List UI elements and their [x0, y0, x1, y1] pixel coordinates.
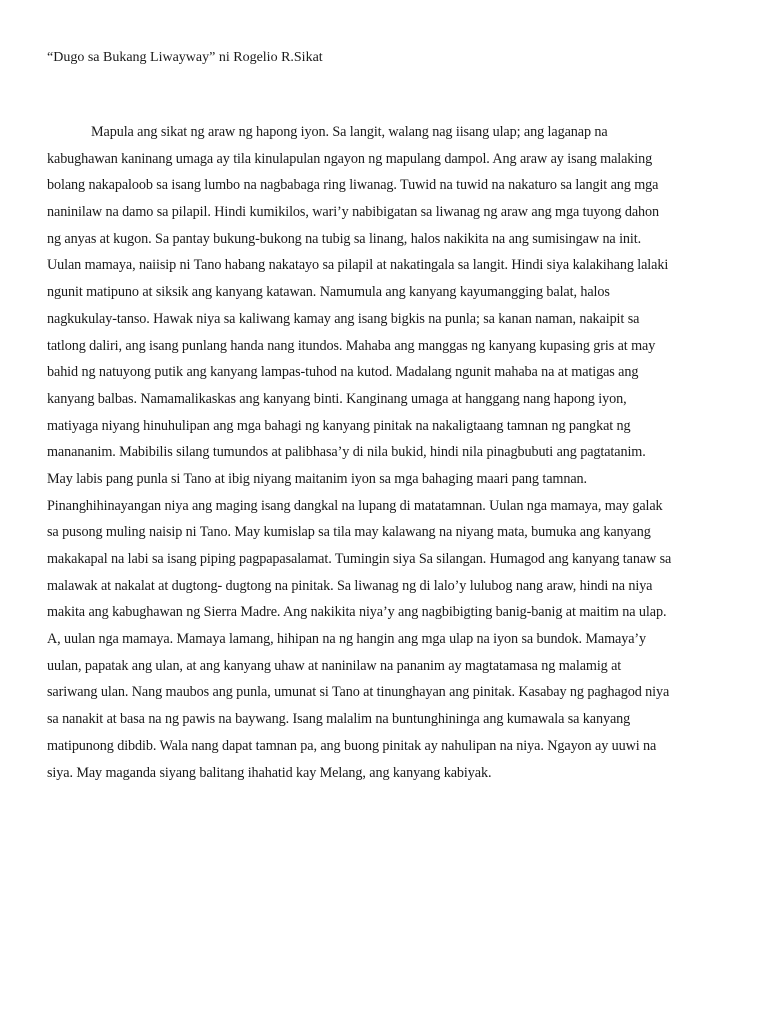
body-line: ngunit matipuno at siksik ang kanyang katawan. Namumula ang kanyang kayumangging balat, halos: [47, 284, 610, 301]
body-line: Pinanghihinayangan niya ang maging isang dangkal na lupang di matatamnan. Uulan nga mamaya, may galak: [47, 497, 663, 514]
body-line: siya. May maganda siyang balitang ihahatid kay Melang, ang kanyang kabiyak.: [47, 764, 492, 781]
body-line: Mapula ang sikat ng araw ng hapong iyon. Sa langit, walang nag iisang ulap; ang laganap na: [91, 124, 608, 140]
body-line: nagkukulay-tanso. Hawak niya sa kaliwang kamay ang isang bigkis na punla; sa kanan naman, nakaipit sa: [47, 310, 640, 327]
body-line: ng anyas at kugon. Sa pantay bukung-bukong na tubig sa linang, halos nakikita na ang sumisingaw na init.: [47, 230, 642, 247]
body-line: makita ang kabughawan ng Sierra Madre. Ang nakikita niya’y ang nagbibigting banig-banig at maitim na ulap.: [47, 604, 667, 621]
body-line: kabughawan kaninang umaga ay tila kinulapulan ngayon ng mapulang dampol. Ang araw ay isang malaking: [47, 150, 653, 167]
body-line: kanyang balbas. Namamalikaskas ang kanyang binti. Kanginang umaga at hanggang nang hapong iyon,: [47, 390, 627, 407]
document-body: [47, 119, 747, 786]
body-line: bolang nakapaloob sa isang lumbo na nagbabaga ring liwanag. Tuwid na tuwid na nakaturo sa langit ang mga: [47, 177, 659, 194]
body-line: matiyaga niyang hinuhulipan ang mga bahagi ng kanyang pinitak na nakaligtaang tamnan ng pangkat ng: [47, 417, 631, 434]
document-title: “Dugo sa Bukang Liwayway” ni Rogelio R.Sikat: [47, 50, 323, 65]
body-line: uulan, papatak ang ulan, at ang kanyang uhaw at naninilaw na pananim ay magtatamasa ng malamig at: [47, 657, 622, 674]
body-line: manananim. Mabibilis silang tumundos at palibhasa’y di nila bukid, hindi nila pinagbubuti ang pagtatanim.: [47, 444, 646, 461]
body-line: bahid ng natuyong putik ang kanyang lampas-tuhod na kutod. Madalang ngunit mahaba na at matigas ang: [47, 364, 639, 381]
body-line: matipunong dibdib. Wala nang dapat tamnan pa, ang buong pinitak ay nahulipan na niya. Ngayon ay uuwi na: [47, 737, 657, 754]
body-line: sa pusong muling naisip ni Tano. May kumislap sa tila may kalawang na niyang mata, bumuka ang kanyang: [47, 524, 651, 541]
body-line: May labis pang punla si Tano at ibig niyang maitanim iyon sa mga bahaging maari pang tamnan.: [47, 470, 587, 487]
body-line: makakapal na labi sa isang piping pagpapasalamat. Tumingin siya Sa silangan. Humagod ang kanyang tanaw sa: [47, 551, 672, 567]
body-line: naninilaw na damo sa pilapil. Hindi kumikilos, wari’y nabibigatan sa liwanag ng araw ang mga tuyong dahon: [47, 204, 660, 221]
body-line: Uulan mamaya, naiisip ni Tano habang nakatayo sa pilapil at nakatingala sa langit. Hindi siya kalakihang lalaki: [47, 257, 669, 274]
body-line: sariwang ulan. Nang maubos ang punla, umunat si Tano at tinunghayan ang pinitak. Kasabay ng paghagod niya: [47, 684, 670, 701]
body-line: malawak at nakalat at dugtong- dugtong na pinitak. Sa liwanag ng di lalo’y lulubog nang araw, hindi na niya: [47, 577, 653, 594]
body-line: sa nanakit at basa na ng pawis na baywang. Isang malalim na buntunghininga ang kumawala sa kanyang: [47, 711, 631, 728]
body-line: tatlong daliri, ang isang punlang handa nang itundos. Mahaba ang manggas ng kanyang kupasing gris at may: [47, 337, 656, 354]
body-line: A, uulan nga mamaya. Mamaya lamang, hihipan na ng hangin ang mga ulap na iyon sa bundok. Mamaya’y: [47, 631, 647, 648]
